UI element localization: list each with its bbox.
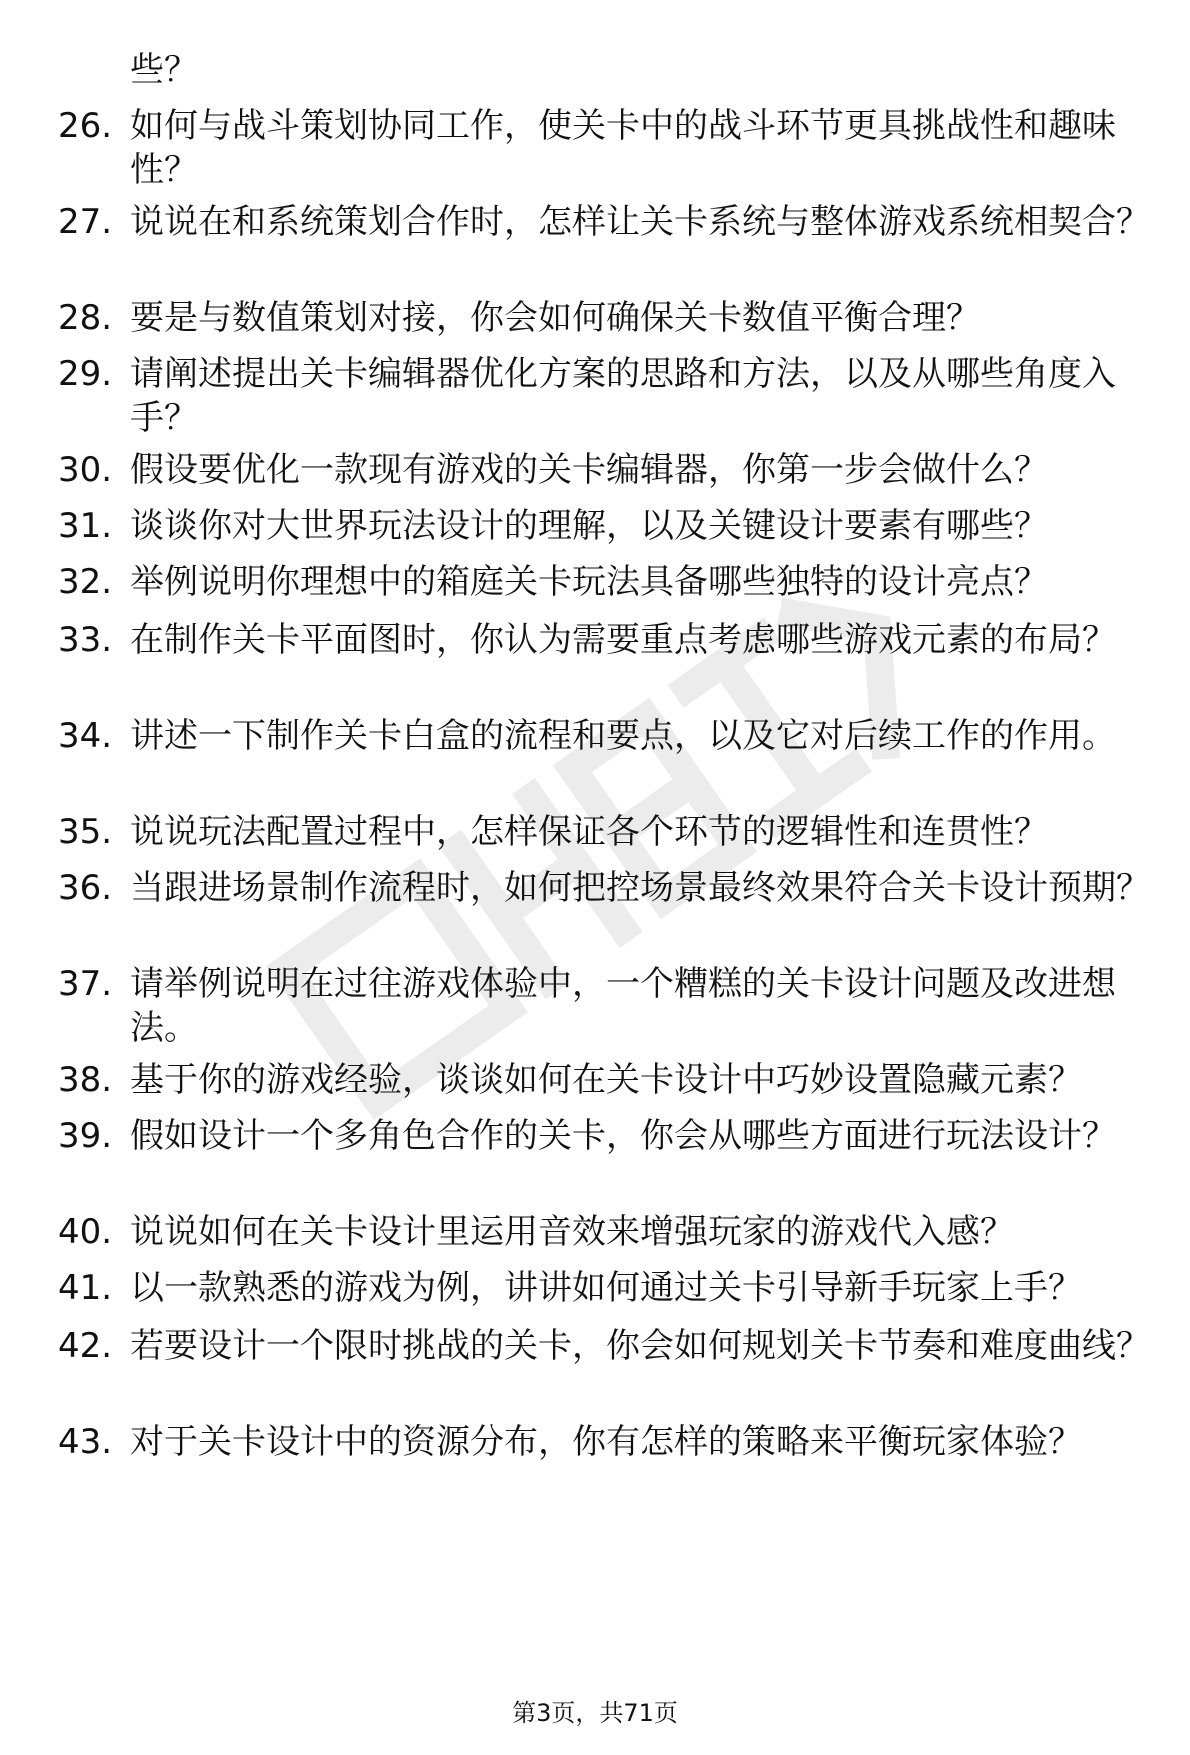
question-text: 请阐述提出关卡编辑器优化方案的思路和方法，以及从哪些角度入手？ <box>130 354 1116 438</box>
question-text: 谈谈你对大世界玩法设计的理解，以及关键设计要素有哪些？ <box>130 506 1048 546</box>
question-text: 如何与战斗策划协同工作，使关卡中的战斗环节更具挑战性和趣味性？ <box>130 106 1116 190</box>
question-number: 32. <box>58 562 113 602</box>
question-text: 当跟进场景制作流程时，如何把控场景最终效果符合关卡设计预期？ <box>130 868 1150 908</box>
question-text: 假设要优化一款现有游戏的关卡编辑器，你第一步会做什么？ <box>130 450 1048 490</box>
question-text: 举例说明你理想中的箱庭关卡玩法具备哪些独特的设计亮点？ <box>130 562 1048 602</box>
question-text: 讲述一下制作关卡白盒的流程和要点，以及它对后续工作的作用。 <box>130 716 1116 756</box>
question-number: 42. <box>58 1326 113 1366</box>
question-number: 28. <box>58 298 113 338</box>
question-number: 36. <box>58 868 113 908</box>
question-number: 34. <box>58 716 113 756</box>
question-text: 在制作关卡平面图时，你认为需要重点考虑哪些游戏元素的布局？ <box>130 620 1116 660</box>
question-text: 基于你的游戏经验，谈谈如何在关卡设计中巧妙设置隐藏元素？ <box>130 1060 1082 1100</box>
continued-question-text: 些？ <box>130 50 198 90</box>
question-text: 请举例说明在过往游戏体验中，一个糟糕的关卡设计问题及改进想法。 <box>130 964 1116 1048</box>
question-text: 对于关卡设计中的资源分布，你有怎样的策略来平衡玩家体验？ <box>130 1422 1082 1462</box>
question-number: 30. <box>58 450 113 490</box>
question-text: 说说玩法配置过程中，怎样保证各个环节的逻辑性和连贯性？ <box>130 812 1048 852</box>
question-text: 要是与数值策划对接，你会如何确保关卡数值平衡合理？ <box>130 298 980 338</box>
question-number: 27. <box>58 202 113 242</box>
question-number: 33. <box>58 620 113 660</box>
question-text: 以一款熟悉的游戏为例，讲讲如何通过关卡引导新手玩家上手？ <box>130 1268 1082 1308</box>
question-number: 39. <box>58 1116 113 1156</box>
question-text: 说说如何在关卡设计里运用音效来增强玩家的游戏代入感？ <box>130 1212 1014 1252</box>
question-number: 43. <box>58 1422 113 1462</box>
question-text: 说说在和系统策划合作时，怎样让关卡系统与整体游戏系统相契合？ <box>130 202 1150 242</box>
question-number: 37. <box>58 964 113 1004</box>
question-number: 40. <box>58 1212 113 1252</box>
question-number: 31. <box>58 506 113 546</box>
question-text: 若要设计一个限时挑战的关卡，你会如何规划关卡节奏和难度曲线？ <box>130 1326 1150 1366</box>
question-text: 假如设计一个多角色合作的关卡，你会从哪些方面进行玩法设计？ <box>130 1116 1116 1156</box>
question-number: 29. <box>58 354 113 394</box>
question-number: 26. <box>58 106 113 146</box>
question-number: 35. <box>58 812 113 852</box>
question-number: 38. <box>58 1060 113 1100</box>
page-number-footer: 第3页，共71页 <box>512 1699 678 1727</box>
question-number: 41. <box>58 1268 113 1308</box>
